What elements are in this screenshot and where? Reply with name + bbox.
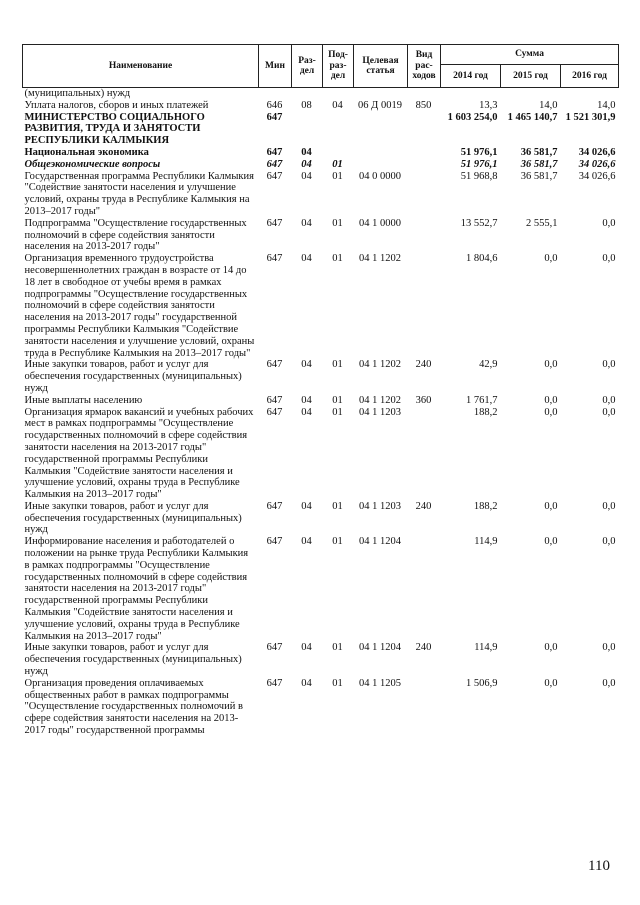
cell-podrazdel (323, 112, 354, 147)
cell-expense-type (408, 159, 441, 171)
cell-sum-2016: 1 521 301,9 (565, 111, 616, 123)
cell-sum-2014: 1 506,9 (466, 677, 498, 689)
cell-razdel: 04 (301, 500, 312, 512)
cell-min: 647 (266, 394, 283, 406)
table-row (23, 501, 619, 536)
cell-sum-2014: 51 968,8 (460, 170, 498, 182)
cell-razdel (292, 88, 323, 100)
header-min: Мин (259, 45, 292, 88)
cell-podrazdel: 01 (332, 359, 343, 371)
cell-podrazdel: 01 (332, 536, 343, 548)
table-row (23, 100, 619, 112)
cell-expense-type (408, 88, 441, 100)
header-year-2014: 2014 год (441, 65, 501, 88)
cell-expense-type (408, 536, 441, 642)
cell-name: Организация временного трудоустройства несовершеннолетних граждан в возрасте от 14 до 18 лет в свободное от учебы время в рамках подпрограммы "Осуществление государственных полномочий в сфере содействия занятости населения на 2013-2017 годы" государственной программы Республики Калмыкия "Содействие занятости населения и улучшение условий, охраны труда в Республике Калмыкия на 2013–2017 годы" (24, 253, 255, 359)
cell-expense-type (408, 407, 441, 501)
cell-sum-2016: 0,0 (602, 536, 616, 548)
cell-expense-type (408, 171, 441, 218)
table-row (23, 218, 619, 253)
cell-sum-2014: 1 761,7 (466, 394, 498, 406)
cell-min: 647 (266, 406, 283, 418)
cell-sum-2016: 0,0 (602, 394, 616, 406)
cell-name: Организация проведения оплачиваемых общественных работ в рамках подпрограммы "Осуществление государственных полномочий в сфере содействия занятости населения на 2013-2017 годы" государственной программы (24, 677, 243, 737)
cell-sum-2014: 1 804,6 (466, 253, 498, 265)
cell-name: Общеэкономические вопросы (24, 158, 161, 170)
cell-sum-2014: 114,9 (474, 642, 498, 654)
cell-sum-2016: 0,0 (602, 500, 616, 512)
cell-podrazdel: 01 (332, 642, 343, 654)
cell-target-article: 04 1 1202 (359, 253, 401, 265)
cell-sum-2015 (501, 88, 561, 100)
cell-expense-type: 240 (415, 642, 432, 654)
cell-name: Подпрограмма "Осуществление государственных полномочий в сфере содействия занятости населения на 2013-2017 годы" (24, 217, 247, 253)
cell-target-article (354, 112, 408, 147)
cell-name: Организация ярмарок вакансий и учебных рабочих мест в рамках подпрограммы "Осуществление государственных полномочий в сфере содействия занятости населения на 2013-2017 годы" государственной программы Республики Калмыкия "Содействие занятости населения и улучшение условий, охраны труда в Республике Калмыкия на 2013–2017 годы" (24, 406, 254, 501)
cell-razdel: 04 (301, 146, 312, 158)
cell-podrazdel: 01 (332, 406, 343, 418)
cell-podrazdel: 01 (332, 158, 343, 170)
cell-sum-2014: 51 976,1 (460, 158, 498, 170)
cell-expense-type (408, 112, 441, 147)
cell-razdel: 04 (301, 536, 312, 548)
cell-expense-type: 240 (415, 359, 432, 371)
cell-target-article (354, 159, 408, 171)
cell-sum-2016: 0,0 (602, 642, 616, 654)
budget-table-sheet (22, 44, 618, 737)
table-row (23, 678, 619, 737)
cell-razdel: 04 (301, 359, 312, 371)
cell-target-article: 06 Д 0019 (358, 99, 402, 111)
cell-min: 647 (266, 217, 283, 229)
cell-min: 647 (266, 677, 283, 689)
cell-sum-2016: 0,0 (602, 217, 616, 229)
cell-min: 647 (266, 146, 283, 158)
cell-expense-type: 360 (415, 394, 432, 406)
cell-min: 647 (266, 642, 283, 654)
cell-min: 647 (266, 111, 283, 123)
cell-podrazdel: 01 (332, 170, 343, 182)
table-row (23, 253, 619, 359)
cell-target-article: 04 1 1205 (359, 677, 401, 689)
table-row (23, 88, 619, 100)
table-row (23, 536, 619, 642)
table-row (23, 171, 619, 218)
cell-sum-2014: 51 976,1 (460, 146, 498, 158)
cell-sum-2015: 0,0 (544, 677, 558, 689)
cell-sum-2015: 0,0 (544, 394, 558, 406)
cell-sum-2014: 114,9 (474, 536, 498, 548)
header-name: Наименование (23, 45, 259, 88)
header-year-2015: 2015 год (501, 65, 561, 88)
cell-sum-2014: 13,3 (479, 99, 498, 111)
cell-razdel: 04 (301, 677, 312, 689)
cell-target-article: 04 1 1202 (359, 359, 401, 371)
cell-sum-2014: 188,2 (473, 406, 498, 418)
cell-sum-2015: 0,0 (544, 253, 558, 265)
cell-min: 647 (266, 170, 283, 182)
cell-podrazdel: 01 (332, 253, 343, 265)
cell-razdel: 04 (301, 253, 312, 265)
cell-expense-type (408, 218, 441, 253)
cell-razdel: 04 (301, 170, 312, 182)
cell-sum-2015: 36 581,7 (520, 146, 558, 158)
cell-name: Иные закупки товаров, работ и услуг для обеспечения государственных (муниципальных) нужд (24, 359, 242, 394)
cell-min: 647 (266, 500, 283, 512)
table-row (23, 407, 619, 501)
cell-name: МИНИСТЕРСТВО СОЦИАЛЬНОГО РАЗВИТИЯ, ТРУДА И ЗАНЯТОСТИ РЕСПУБЛИКИ КАЛМЫКИЯ (24, 111, 205, 147)
cell-sum-2015: 36 581,7 (520, 170, 558, 182)
cell-sum-2015: 2 555,1 (526, 217, 558, 229)
cell-sum-2014 (441, 88, 501, 100)
cell-sum-2016: 0,0 (602, 406, 616, 418)
cell-sum-2014: 188,2 (473, 500, 498, 512)
cell-expense-type (408, 678, 441, 737)
cell-min: 647 (266, 158, 283, 170)
header-razdel: Раз- дел (292, 45, 323, 88)
cell-expense-type: 240 (415, 500, 432, 512)
cell-name: (муниципальных) нужд (24, 88, 131, 99)
cell-name: Уплата налогов, сборов и иных платежей (24, 99, 209, 111)
cell-podrazdel: 01 (332, 394, 343, 406)
table-body (23, 88, 619, 737)
cell-min: 647 (266, 253, 283, 265)
header-expense-type: Вид рас- ходов (408, 45, 441, 88)
cell-razdel: 04 (301, 642, 312, 654)
cell-razdel: 04 (301, 406, 312, 418)
page-number: 110 (588, 858, 610, 874)
header-year-2016: 2016 год (561, 65, 619, 88)
cell-podrazdel: 01 (332, 217, 343, 229)
cell-sum-2015: 0,0 (544, 406, 558, 418)
cell-target-article: 04 1 1204 (359, 642, 401, 654)
table-row (23, 112, 619, 147)
table-row (23, 159, 619, 171)
cell-sum-2016: 0,0 (602, 359, 616, 371)
cell-target-article: 04 1 1202 (359, 394, 401, 406)
cell-target-article: 04 1 1203 (359, 500, 401, 512)
table-row (23, 147, 619, 159)
cell-target-article: 04 1 0000 (359, 217, 401, 229)
cell-target-article (354, 88, 408, 100)
cell-podrazdel: 04 (332, 99, 343, 111)
cell-min: 647 (266, 359, 283, 371)
cell-podrazdel (323, 88, 354, 100)
cell-razdel: 04 (301, 158, 312, 170)
cell-razdel: 04 (301, 394, 312, 406)
cell-sum-2014: 42,9 (479, 359, 498, 371)
cell-target-article: 04 1 1203 (359, 406, 401, 418)
cell-sum-2016: 34 026,6 (578, 146, 616, 158)
cell-razdel: 04 (301, 217, 312, 229)
table-header (23, 45, 619, 88)
cell-target-article: 04 1 1204 (359, 536, 401, 548)
cell-sum-2015: 0,0 (544, 500, 558, 512)
header-podrazdel: Под- раз- дел (323, 45, 354, 88)
table-row (23, 359, 619, 394)
header-summa: Сумма (441, 45, 619, 65)
cell-sum-2014: 13 552,7 (460, 217, 498, 229)
cell-expense-type (408, 253, 441, 359)
cell-name: Информирование населения и работодателей о положении на рынке труда Республики Калмыкия в рамках подпрограммы "Осуществление государственных полномочий в сфере содействия занятости населения на 2013-2017 годы" государственной программы Республики Калмыкия "Содействие занятости населения и улучшение условий, охраны труда в Республике Калмыкия на 2013–2017 годы" (24, 536, 249, 642)
cell-podrazdel: 01 (332, 677, 343, 689)
cell-target-article: 04 0 0000 (359, 170, 401, 182)
cell-min: 647 (266, 536, 283, 548)
cell-sum-2016: 0,0 (602, 253, 616, 265)
table-row (23, 642, 619, 677)
cell-name: Государственная программа Республики Калмыкия "Содействие занятости населения и улучшение условий, охраны труда в Республике Калмыкия на 2013–2017 годы" (24, 170, 254, 217)
cell-sum-2014: 1 603 254,0 (447, 111, 498, 123)
cell-podrazdel (323, 147, 354, 159)
budget-table (22, 44, 619, 737)
cell-podrazdel: 01 (332, 500, 343, 512)
cell-sum-2015: 1 465 140,7 (507, 111, 558, 123)
cell-min: 646 (266, 99, 283, 111)
cell-target-article (354, 147, 408, 159)
cell-sum-2016: 34 026,6 (578, 170, 616, 182)
table-row (23, 395, 619, 407)
header-target-article: Целевая статья (354, 45, 408, 88)
cell-min (259, 88, 292, 100)
cell-sum-2015: 0,0 (544, 536, 558, 548)
cell-name: Иные выплаты населению (24, 394, 143, 406)
cell-name: Иные закупки товаров, работ и услуг для обеспечения государственных (муниципальных) нужд (24, 642, 242, 678)
cell-razdel (292, 112, 323, 147)
cell-name: Национальная экономика (24, 146, 149, 158)
cell-expense-type (408, 147, 441, 159)
cell-razdel: 08 (301, 99, 312, 111)
cell-sum-2016: 34 026,6 (578, 158, 616, 170)
cell-sum-2016: 0,0 (602, 677, 616, 689)
cell-sum-2015: 0,0 (544, 642, 558, 654)
cell-sum-2015: 14,0 (539, 99, 558, 111)
cell-sum-2016: 14,0 (597, 99, 616, 111)
cell-expense-type: 850 (415, 99, 432, 111)
cell-sum-2016 (561, 88, 619, 100)
cell-sum-2015: 0,0 (544, 359, 558, 371)
cell-name: Иные закупки товаров, работ и услуг для обеспечения государственных (муниципальных) нужд (24, 500, 242, 536)
cell-sum-2015: 36 581,7 (520, 158, 558, 170)
